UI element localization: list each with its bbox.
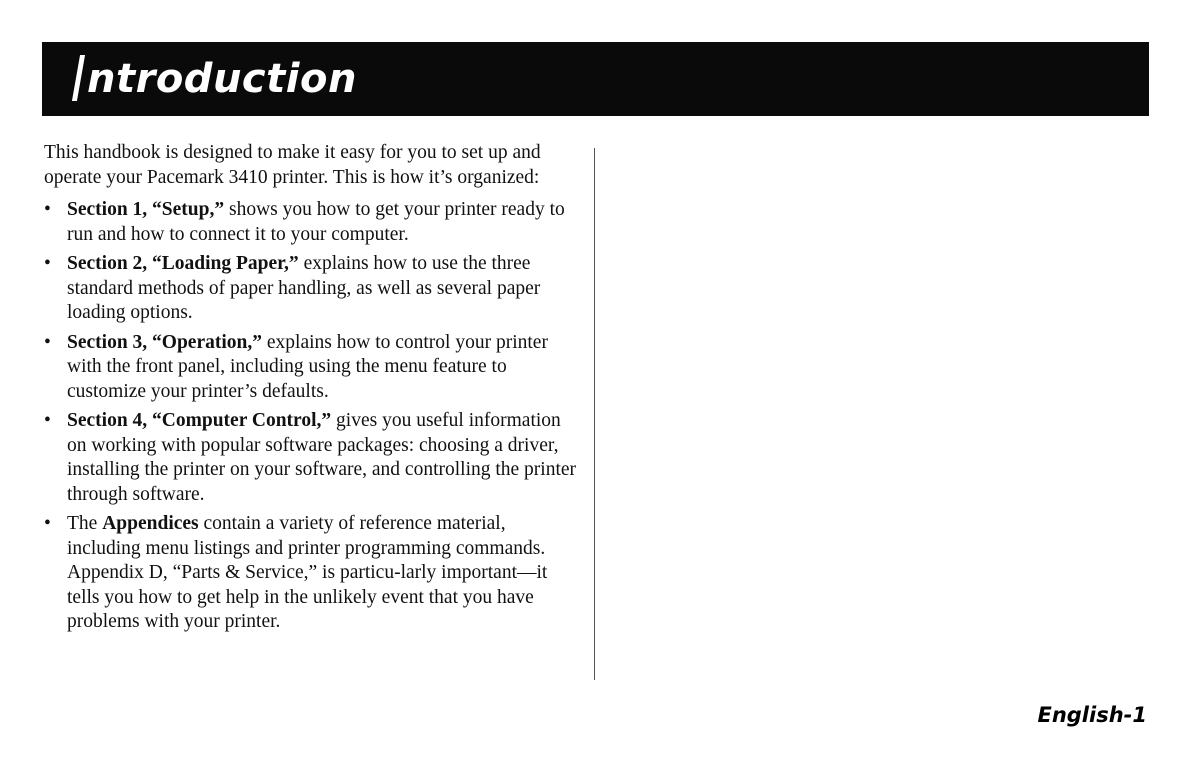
section-1-description: shows you how to get your printer ready to run and how to connect it to your computer.: [67, 199, 565, 245]
list-item-section-4: [44, 409, 579, 507]
bullet: •: [44, 410, 51, 431]
appendices-title: Appendices: [102, 513, 199, 534]
column-divider: [594, 148, 595, 680]
list-item-appendices: [44, 512, 579, 635]
bullet: •: [44, 253, 51, 274]
list-item-section-3: [44, 331, 579, 405]
appendices-description: contain a variety of reference material, including menu listings and printer programming commands. Appendix D, “Parts & Service,” is particu-larly important—it tells you how to get help in the unlikely event that you have problems with your printer.: [67, 513, 548, 632]
bullet: •: [44, 513, 51, 534]
section-2-description: explains how to use the three standard methods of paper handling, as well as several paper loading options.: [67, 253, 541, 323]
list-item-section-1: [44, 198, 579, 247]
intro-paragraph: This handbook is designed to make it easy for you to set up and operate your Pacemark 3410 printer. This is how it’s organized:: [44, 142, 541, 188]
section-3-title: Section 3, “Operation,”: [67, 331, 262, 353]
section-4-title: Section 4, “Computer Control,”: [67, 410, 332, 431]
title-banner: [42, 42, 1149, 116]
appendices-prefix: The: [67, 513, 103, 534]
section-1-title: Section 1, “Setup,”: [67, 199, 225, 220]
section-2-title: Section 2, “Loading Paper,”: [67, 253, 299, 274]
section-list: [44, 198, 579, 635]
bullet: •: [44, 331, 51, 353]
bullet: •: [44, 199, 51, 220]
page-number-label: English-1: [1037, 703, 1147, 727]
title-initial-i: [72, 55, 85, 101]
section-4-description: gives you useful information on working with popular software packages: choosing a driver, installing the printer on your software, and controlling the printer through software.: [67, 410, 577, 505]
page-title: [76, 54, 357, 104]
page-title-text: ntroduction: [87, 56, 357, 102]
list-item-section-2: [44, 252, 579, 326]
main-content: [44, 141, 579, 640]
section-3-description: explains how to control your printer with the front panel, including using the menu feature to customize your printer’s defaults.: [67, 331, 548, 402]
